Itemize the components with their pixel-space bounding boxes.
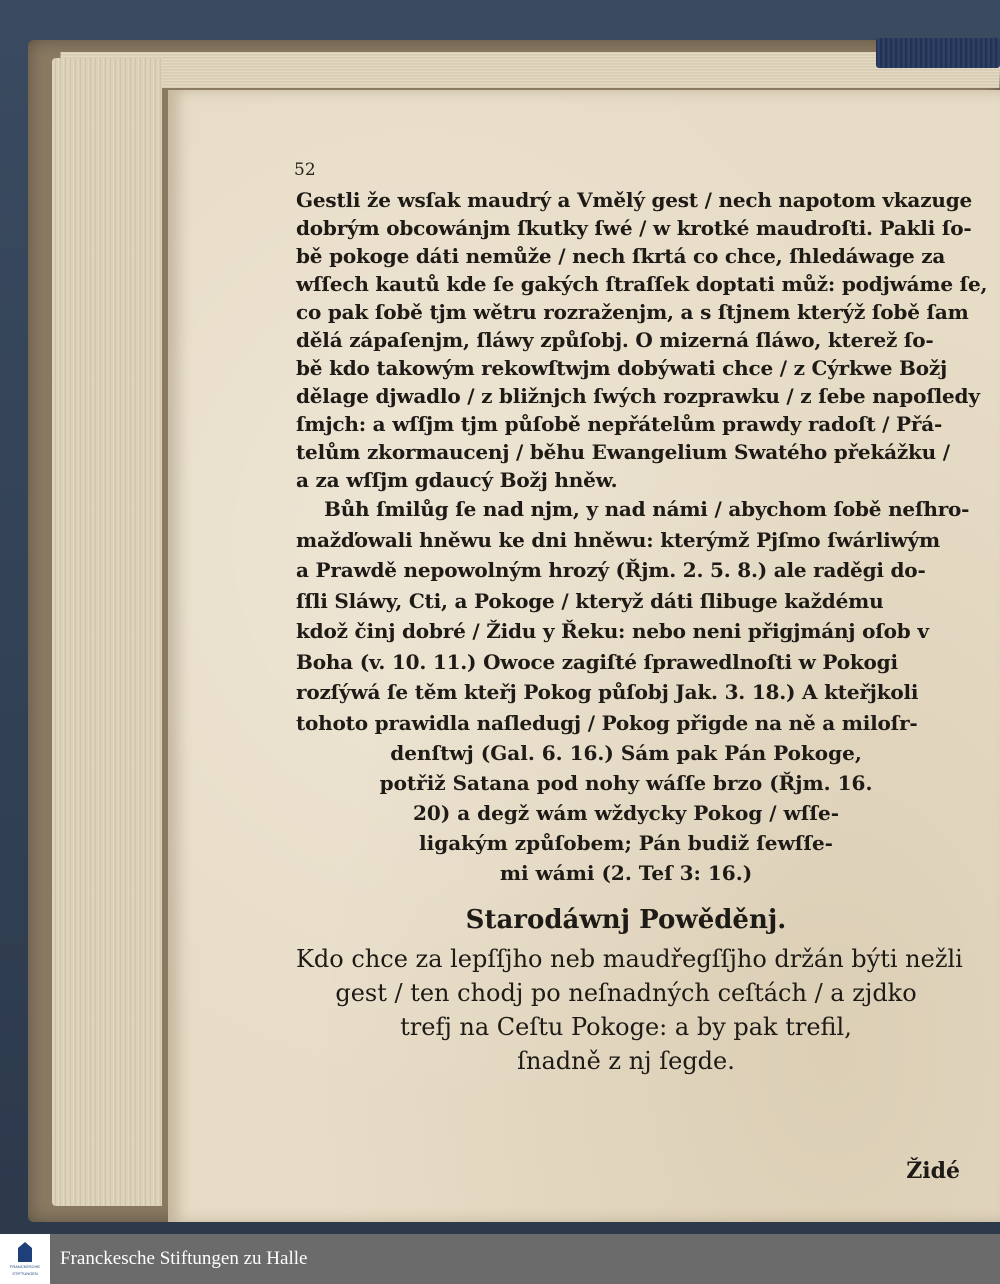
text-line: rozſýwá ſe těm kteřj Pokog půſobj Jak. 3. 18.) A kteřjkoli xyxy=(296,680,919,704)
text-line: kdož činj dobré / Židu y Řeku: nebo neni přigjmánj oſob v xyxy=(296,619,929,643)
text-line: gest / ten chodj po neſnadných ceſtách / a zjdko xyxy=(335,979,917,1007)
text-line: dělage djwadlo / z bližnjch ſwých rozprawku / z ſebe napoſledy xyxy=(296,384,980,408)
text-line: trefj na Ceſtu Pokoge: a by pak trefil, xyxy=(400,1013,852,1041)
section-heading: Starodáwnj Powěděnj. xyxy=(465,905,787,935)
text-line: dělá zápaſenjm, ſláwy způſobj. O mizerná ſláwo, kterež ſo- xyxy=(296,328,934,352)
text-line: ſnadně z nj ſegde. xyxy=(517,1047,735,1075)
text-line: ſſli Sláwy, Cti, a Pokoge / kteryž dáti ſlibuge každému xyxy=(296,588,884,613)
text-line: ligakým způſobem; Pán budiž ſewſſe- xyxy=(419,831,833,855)
proverb-block xyxy=(296,942,963,1078)
text-line: potřiž Satana pod nohy wáſſe brzo (Řjm. 16. xyxy=(379,771,873,795)
text-line: denſtwj (Gal. 6. 16.) Sám pak Pán Pokoge, xyxy=(390,741,862,765)
text-line: tohoto prawidla naſledugj / Pokog přigde na ně a miloſr- xyxy=(296,710,918,735)
page-number: 52 xyxy=(294,160,316,180)
logo-text-1: FRANCKESCHE xyxy=(9,1264,41,1269)
text-line: telům zkormaucenj / běhu Ewangelium Swatého překážku / xyxy=(296,440,950,464)
text-line: wſſech kautů kde ſe gakých ſtraſſek doptati můž: podjwáme ſe, xyxy=(296,272,988,296)
building-icon xyxy=(18,1242,32,1262)
text-line: Boha (v. 10. 11.) Owoce zagiſté ſprawedlnoſti w Pokogi xyxy=(296,649,898,674)
text-line: mažďowali hněwu ke dni hněwu: kterýmž Pjſmo ſwárliwým xyxy=(296,527,940,552)
text-line: 20) a degž wám wždycky Pokog / wſſe- xyxy=(413,801,839,825)
text-line: co pak ſobě tjm wětru rozraženjm, a s ſtjnem kterýž ſobě ſam xyxy=(296,300,969,324)
text-line: bě pokoge dáti nemůže / nech ſkrtá co chce, ſhledáwage za xyxy=(296,244,946,268)
text-line: mi wámi (2. Teſ 3: 16.) xyxy=(499,861,753,885)
text-line: Bůh ſmilůg ſe nad njm, y nad námi / abychom ſobě neſhro- xyxy=(324,497,970,521)
text-line: ſmjch: a wſſjm tjm půſobě nepřátelům prawdy radoſt / Přá- xyxy=(296,412,943,436)
paragraph-2 xyxy=(296,494,970,738)
conclusion-block xyxy=(296,738,956,888)
page-text xyxy=(296,186,988,1078)
logo-text-2: STIFTUNGEN xyxy=(12,1271,38,1276)
text-line: bě kdo takowým rekowſtwjm dobýwati chce / z Cýrkwe Božj xyxy=(296,356,948,380)
text-line: Kdo chce za lepſſjho neb maudřegſſjho držán býti nežli xyxy=(296,945,963,973)
footer-label: Franckesche Stiftungen zu Halle xyxy=(60,1248,308,1269)
text-line: a za wſſjm gdaucý Božj hněw. xyxy=(296,468,618,492)
paragraph-1 xyxy=(296,186,988,494)
text-line: Gestli že wsſak maudrý a Vmělý gest / nech napotom vkazuge xyxy=(296,188,972,212)
bookmark-ribbon xyxy=(876,38,1000,68)
book-page xyxy=(168,90,1000,1222)
text-line: a Prawdě nepowolným hrozý (Řjm. 2. 5. 8.) ale raděgi do- xyxy=(296,558,926,582)
text-line: dobrým obcowánjm ſkutky ſwé / w krotké maudroſti. Pakli ſo- xyxy=(296,216,972,240)
catchword: Židé xyxy=(906,1158,960,1184)
institution-logo[interactable] xyxy=(0,1234,50,1284)
footer-bar xyxy=(0,1234,1000,1284)
page-top-edges xyxy=(59,52,1000,88)
page-side-edges xyxy=(52,58,162,1206)
